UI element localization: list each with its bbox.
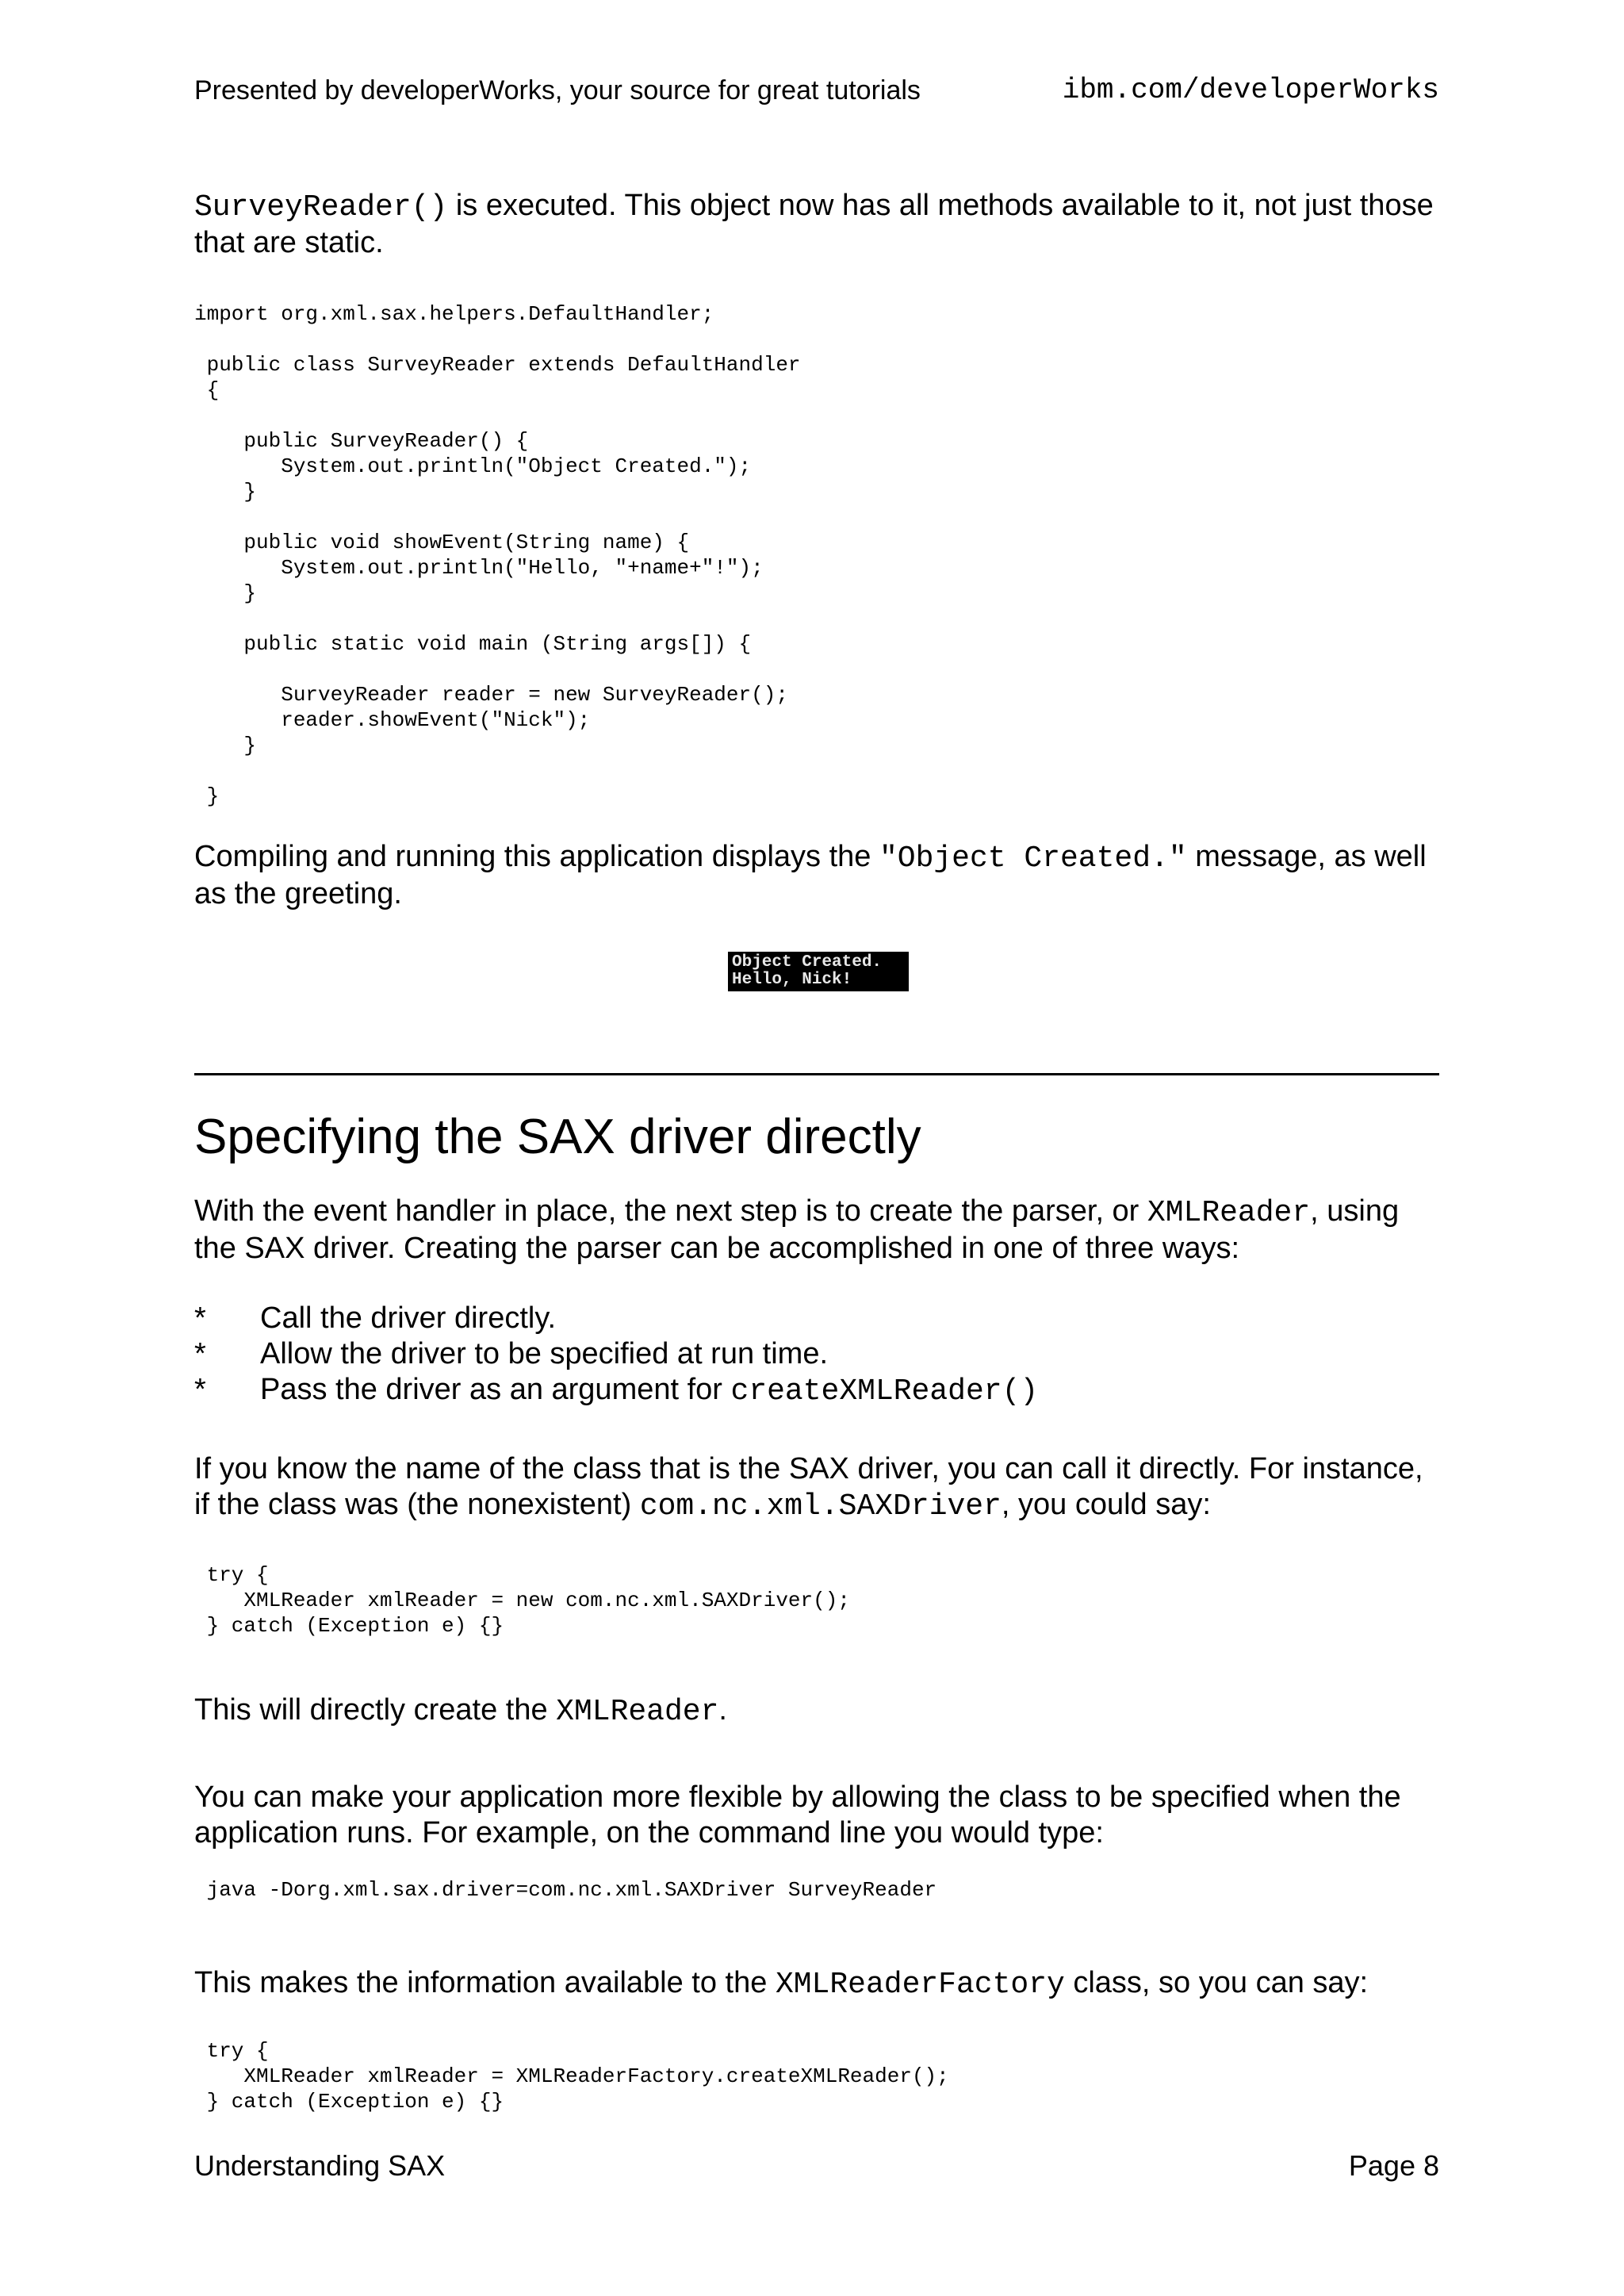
code-block-direct-driver: try { XMLReader xmlReader = new com.nc.xml.SAXDriver(); } catch (Exception e) {} (206, 1563, 850, 1638)
bullet-marker: * (194, 1301, 206, 1335)
compile-text-after: message, as well as the greeting. (194, 840, 1427, 910)
inline-code: com.nc.xml.SAXDriver (639, 1489, 1002, 1524)
intro-paragraph (194, 188, 1443, 261)
section-heading: Specifying the SAX driver directly (194, 1110, 921, 1164)
header-site: ibm.com/developerWorks (1062, 74, 1439, 106)
section-paragraph-5 (194, 1965, 1443, 2003)
para3-text-before: This will directly create the (194, 1693, 557, 1727)
console-output-screenshot: Object Created. Hello, Nick! (728, 952, 909, 991)
inline-code: XMLReader (556, 1695, 719, 1729)
para5-text-before: This makes the information available to the (194, 1966, 776, 1999)
list-item (194, 1336, 1038, 1372)
section-paragraph-1 (194, 1194, 1443, 1267)
list-item (194, 1301, 1038, 1336)
inline-code: XMLReaderFactory (775, 1968, 1065, 2002)
footer-page-number: Page 8 (1348, 2149, 1439, 2182)
section-paragraph-2 (194, 1451, 1443, 1524)
section-divider (194, 1073, 1439, 1075)
inline-code: SurveyReader() (194, 190, 448, 224)
bullet-marker: * (194, 1337, 206, 1370)
compile-text-before: Compiling and running this application displays the (194, 840, 879, 873)
inline-code: "Object Created." (879, 841, 1187, 876)
list-item-text: Allow the driver to be specified at run time. (260, 1337, 829, 1370)
para1-text-after: , using the SAX driver. Creating the parser can be accomplished in one of three ways: (194, 1194, 1400, 1265)
bullet-list (194, 1301, 1038, 1409)
list-item-text: Call the driver directly. (260, 1301, 557, 1335)
list-item-text: Pass the driver as an argument for (260, 1373, 731, 1406)
document-page (194, 0, 1439, 2296)
code-block-factory: try { XMLReader xmlReader = XMLReaderFactory.createXMLReader(); } catch (Exception e) {} (206, 2039, 949, 2114)
section-paragraph-3 (194, 1692, 1443, 1730)
para3-text-after: . (718, 1693, 727, 1727)
footer-title: Understanding SAX (194, 2149, 446, 2182)
code-block-survey-reader: import org.xml.sax.helpers.DefaultHandler; public class SurveyReader extends DefaultHandler { public SurveyReader() { System.out.println("Object Created."); } public void showEvent(String name) { System.out.println("Hello, "+name+"!"); } public static void main (String args[]) { SurveyReader reader = new SurveyReader(); reader.showEvent("Nick"); } } (194, 302, 801, 808)
list-item (194, 1372, 1038, 1409)
intro-text: is executed. This object now has all methods available to it, not just those that are static. (194, 189, 1434, 259)
para2-text-before: If you know the name of the class that is the SAX driver, you can call it directly. For instance, if the class was (the nonexistent) (194, 1452, 1423, 1521)
para5-text-after: class, so you can say: (1064, 1966, 1369, 1999)
inline-code: XMLReader (1147, 1196, 1311, 1230)
section-paragraph-4: You can make your application more flexible by allowing the class to be specified when the application runs. For example, on the command line you would type: (194, 1780, 1401, 1849)
para1-text-before: With the event handler in place, the next step is to create the parser, or (194, 1194, 1147, 1228)
inline-code: createXMLReader() (730, 1374, 1039, 1409)
bullet-marker: * (194, 1373, 206, 1406)
code-block-command-line: java -Dorg.xml.sax.driver=com.nc.xml.SAXDriver SurveyReader (194, 1878, 937, 1902)
header-tagline: Presented by developerWorks, your source for great tutorials (194, 75, 921, 105)
compile-paragraph (194, 839, 1443, 912)
para2-text-after: , you could say: (1001, 1488, 1211, 1521)
